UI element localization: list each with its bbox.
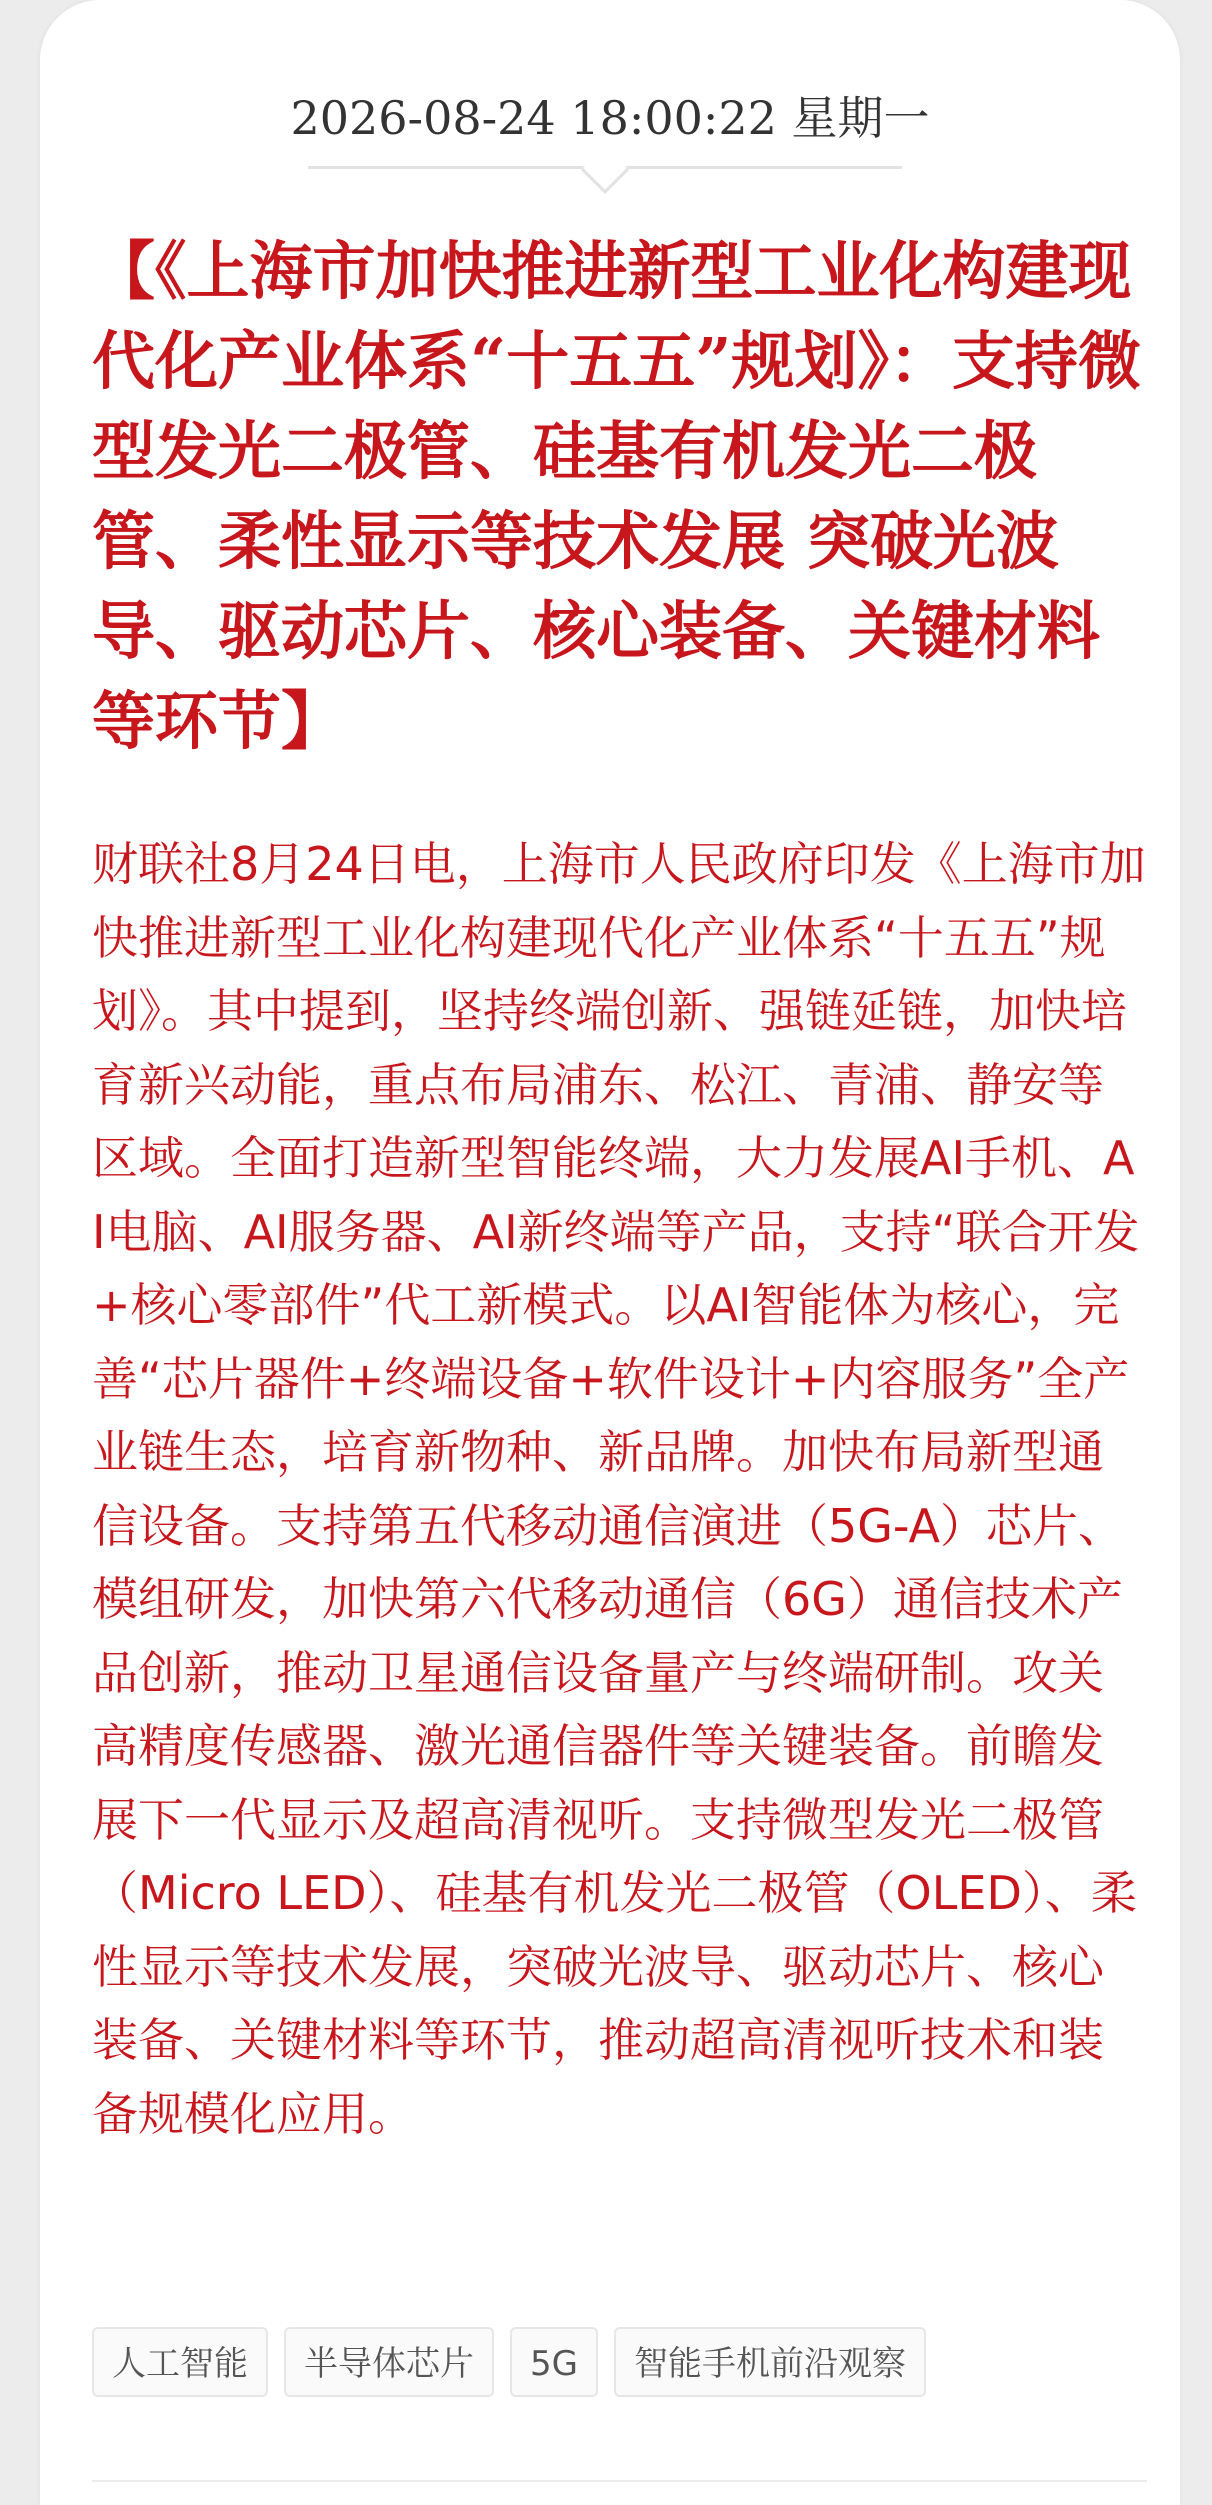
date-divider-notch — [581, 146, 629, 194]
tag-ai[interactable]: 人工智能 — [92, 2327, 268, 2397]
tag-list — [92, 2327, 926, 2397]
article-headline: 【《上海市加快推进新型工业化构建现代化产业体系“十五五”规划》：支持微型发光二极管、硅基有机发光二极管、柔性显示等技术发展 突破光波导、驱动芯片、核心装备、关键材料等环节】 — [92, 234, 1141, 758]
tag-5g[interactable]: 5G — [510, 2327, 598, 2397]
bottom-divider — [92, 2480, 1147, 2482]
article-card — [40, 0, 1180, 2505]
tag-semiconductor[interactable]: 半导体芯片 — [284, 2327, 494, 2397]
tag-smartphone[interactable]: 智能手机前沿观察 — [614, 2327, 926, 2397]
article-body: 财联社8月24日电，上海市人民政府印发《上海市加快推进新型工业化构建现代化产业体系“十五五”规划》。其中提到，坚持终端创新、强链延链，加快培育新兴动能，重点布局浦东、松江、青浦、静安等区域。全面打造新型智能终端，大力发展AI手机、AI电脑、AI服务器、AI新终端等产品，支持“联合开发+核心零部件”代工新模式。以AI智能体为核心，完善“芯片器件+终端设备+软件设计+内容服务”全产业链生态，培育新物种、新品牌。加快布局新型通信设备。支持第五代移动通信演进（5G-A）芯片、模组研发，加快第六代移动通信（6G）通信技术产品创新，推动卫星通信设备量产与终端研制。攻关高精度传感器、激光通信器件等关键装备。前瞻发展下一代显示及超高清视听。支持微型发光二极管（Micro LED）、硅基有机发光二极管（OLED）、柔性显示等技术发展，突破光波导、驱动芯片、核心装备、关键材料等环节，推动超高清视听技术和装备规模化应用。 — [92, 837, 1146, 2141]
publish-datetime: 2026-08-24 18:00:22 星期一 — [290, 91, 930, 145]
